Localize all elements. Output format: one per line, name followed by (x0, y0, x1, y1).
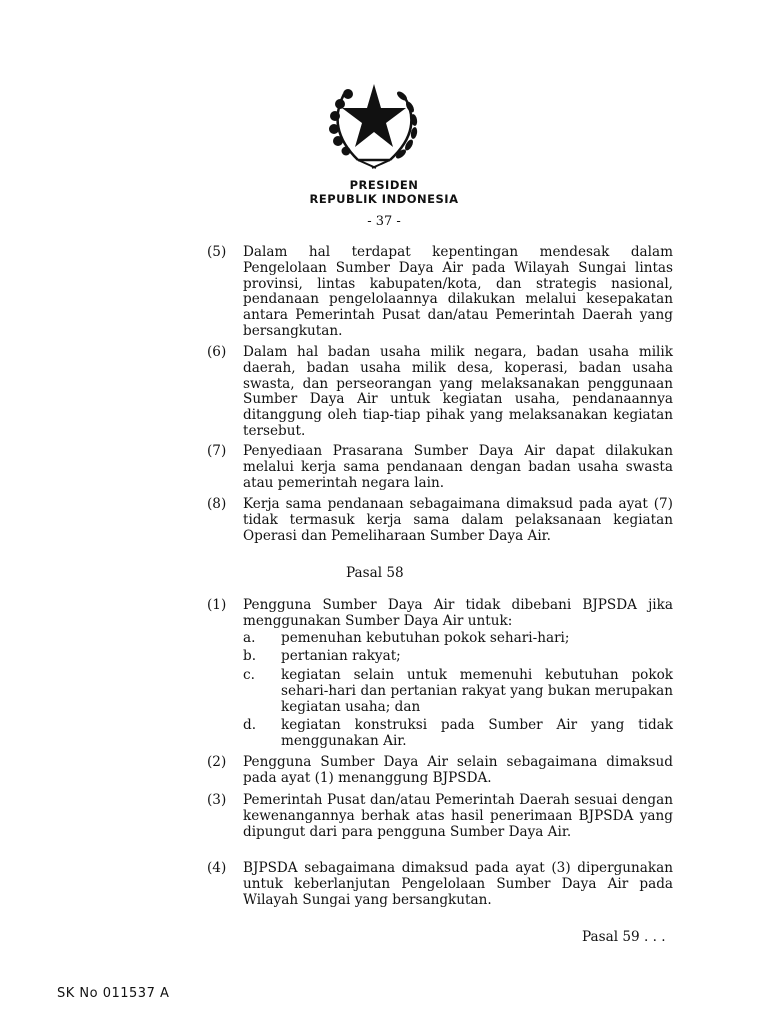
header-republik: REPUBLIK INDONESIA (309, 192, 459, 206)
paragraph-text: Pengguna Sumber Daya Air selain sebagaimana dimaksud pada ayat (1) menanggung BJPSDA. (243, 754, 673, 786)
sub-item-text: pemenuhan kebutuhan pokok sehari-hari; (281, 630, 570, 646)
paragraph-text: Pemerintah Pusat dan/atau Pemerintah Daerah sesuai dengan kewenangannya berhak atas hasil penerimaan BJPSDA yang dipungut dari para pengguna Sumber Daya Air. (243, 792, 673, 840)
paragraph-text: BJPSDA sebagaimana dimaksud pada ayat (3) dipergunakan untuk keberlanjutan Pengelolaan Sumber Daya Air pada Wilayah Sungai yang bersangkutan. (243, 860, 673, 908)
sub-item-text: kegiatan konstruksi pada Sumber Air yang tidak menggunakan Air. (281, 717, 673, 749)
sub-item-letter: b. (243, 648, 257, 664)
sub-item-letter: d. (243, 717, 257, 733)
sub-item-letter: c. (243, 667, 255, 683)
paragraph-text: Pengguna Sumber Daya Air tidak dibebani BJPSDA jika menggunakan Sumber Daya Air untuk: (243, 597, 673, 629)
sub-item-text: pertanian rakyat; (281, 648, 401, 664)
paragraph-number: (4) (207, 860, 227, 876)
sub-item-text: kegiatan selain untuk memenuhi kebutuhan pokok sehari-hari dan pertanian rakyat yang bukan merupakan kegiatan usaha; dan (281, 667, 673, 715)
paragraph-number: (3) (207, 792, 227, 808)
paragraph-number: (5) (207, 244, 227, 260)
paragraph-text: Penyediaan Prasarana Sumber Daya Air dapat dilakukan melalui kerja sama pendanaan dengan badan usaha swasta atau pemerintah negara lain. (243, 443, 673, 491)
footer-sk-number: SK No 011537 A (57, 986, 170, 1001)
sub-item-letter: a. (243, 630, 256, 646)
paragraph-number: (8) (207, 496, 227, 512)
garuda-star-emblem-icon (318, 74, 430, 174)
paragraph-number: (1) (207, 597, 227, 613)
page-number: - 37 - (367, 214, 401, 229)
paragraph-number: (2) (207, 754, 227, 770)
paragraph-text: Dalam hal badan usaha milik negara, badan usaha milik daerah, badan usaha milik desa, koperasi, badan usaha swasta, dan perseorangan yang melaksanakan penggunaan Sumber Daya Air untuk kegiatan usaha, pendanaannya ditanggung oleh tiap-tiap pihak yang melaksanakan kegiatan tersebut. (243, 344, 673, 439)
header-presiden: PRESIDEN (349, 178, 419, 192)
pasal-heading: Pasal 58 (346, 565, 404, 581)
paragraph-text: Kerja sama pendanaan sebagaimana dimaksud pada ayat (7) tidak termasuk kerja sama dalam pelaksanaan kegiatan Operasi dan Pemeliharaan Sumber Daya Air. (243, 496, 673, 544)
paragraph-number: (7) (207, 443, 227, 459)
paragraph-text: Dalam hal terdapat kepentingan mendesak dalam Pengelolaan Sumber Daya Air pada Wilayah Sungai lintas provinsi, lintas kabupaten/kota, dan strategis nasional, pendanaan pengelolaannya dilakukan melalui kesepakatan antara Pemerintah Pusat dan/atau Pemerintah Daerah yang bersangkutan. (243, 244, 673, 339)
paragraph-number: (6) (207, 344, 227, 360)
catchword-next-pasal: Pasal 59 . . . (582, 929, 666, 945)
